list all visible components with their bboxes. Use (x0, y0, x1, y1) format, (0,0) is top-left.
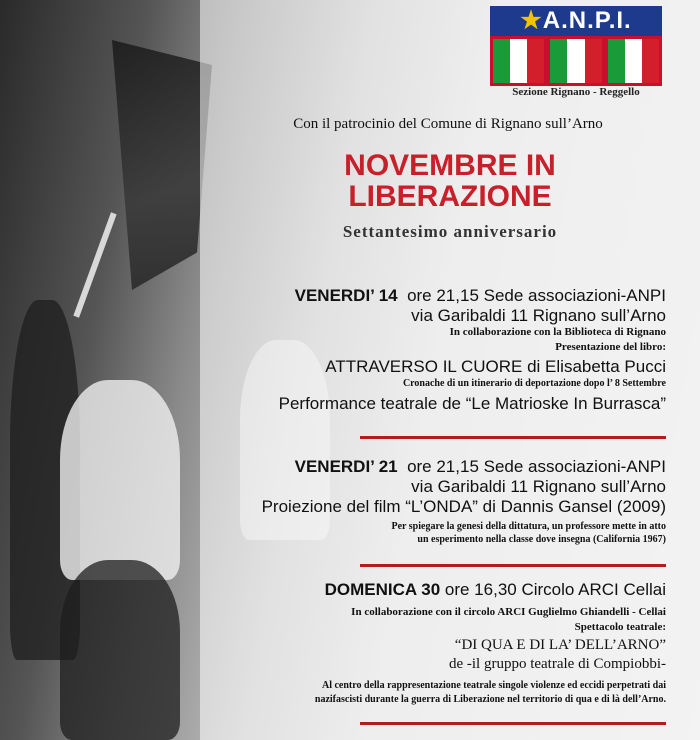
book-author: di Elisabetta Pucci (527, 357, 666, 376)
event2-time-place: ore 21,15 Sede associazioni-ANPI (407, 457, 666, 476)
flag-icon (547, 36, 604, 86)
italian-flags (490, 36, 662, 86)
woman-skirt (60, 560, 180, 740)
star-icon: ★ (520, 7, 543, 34)
section-name: Sezione Rignano - Reggello (512, 86, 640, 98)
logo-text (490, 6, 662, 36)
divider (360, 436, 666, 439)
event3-time-place: ore 16,30 Circolo ARCI Cellai (444, 580, 666, 599)
event1-collab: In collaborazione con la Biblioteca di Rignano (449, 326, 666, 338)
event2-film: Proiezione del film “L’ONDA” di Dannis Gansel (2009) (261, 497, 666, 516)
event2-desc-1: Per spiegare la genesi della dittatura, un professore mette in atto (391, 521, 666, 532)
event1-presentation: Presentazione del libro: (555, 341, 666, 353)
woman-figure (60, 380, 180, 580)
event2-address: via Garibaldi 11 Rignano sull’Arno (411, 477, 666, 496)
logo-label: A.N.P.I. (542, 7, 632, 34)
event3-day: DOMENICA 30 (324, 580, 441, 599)
event2-day: VENERDI’ 21 (294, 457, 398, 476)
anpi-logo (490, 6, 662, 86)
event3-collab: In collaborazione con il circolo ARCI Guglielmo Ghiandelli - Cellai (351, 606, 666, 618)
event3-header (325, 580, 666, 600)
subtitle: Settantesimo anniversario (342, 222, 558, 241)
event3-show-title: “DI QUA E DI LA’ DELL’ARNO” (454, 637, 666, 653)
flag-icon (490, 36, 547, 86)
event1-address: via Garibaldi 11 Rignano sull’Arno (411, 306, 666, 325)
event2-desc-2: un esperimento nella classe dove insegna (California 1967) (417, 534, 666, 545)
event1-header (295, 286, 666, 306)
title-line-2: LIBERAZIONE (348, 180, 552, 213)
flag-icon (605, 36, 662, 86)
patronage-text: Con il patrocinio del Comune di Rignano sull’Arno (293, 116, 603, 132)
event1-time-place: ore 21,15 Sede associazioni-ANPI (407, 286, 666, 305)
flag-pole (73, 212, 116, 317)
event2-header (295, 457, 666, 477)
flag-illustration (112, 40, 212, 290)
event3-desc-2: nazifascisti durante la guerra di Liberazione nel territorio di qua e di là dell’Arno. (314, 694, 666, 705)
event1-performance: Performance teatrale de “Le Matrioske In Burrasca” (278, 394, 666, 413)
divider (360, 564, 666, 567)
event3-desc-1: Al centro della rappresentazione teatrale singole violenze ed eccidi perpetrati dai (321, 680, 666, 691)
event3-show: Spettacolo teatrale: (574, 621, 666, 633)
divider (360, 722, 666, 725)
event1-day: VENERDI’ 14 (294, 286, 398, 305)
book-title: ATTRAVERSO IL CUORE (325, 357, 523, 376)
title-line-1: NOVEMBRE IN (344, 149, 556, 182)
event3-group: de -il gruppo teatrale di Compiobbi- (448, 656, 666, 672)
event1-book-sub: Cronache di un itinerario di deportazione dopo l’ 8 Settembre (402, 378, 666, 389)
page-title (250, 150, 650, 212)
event1-book (325, 357, 666, 377)
